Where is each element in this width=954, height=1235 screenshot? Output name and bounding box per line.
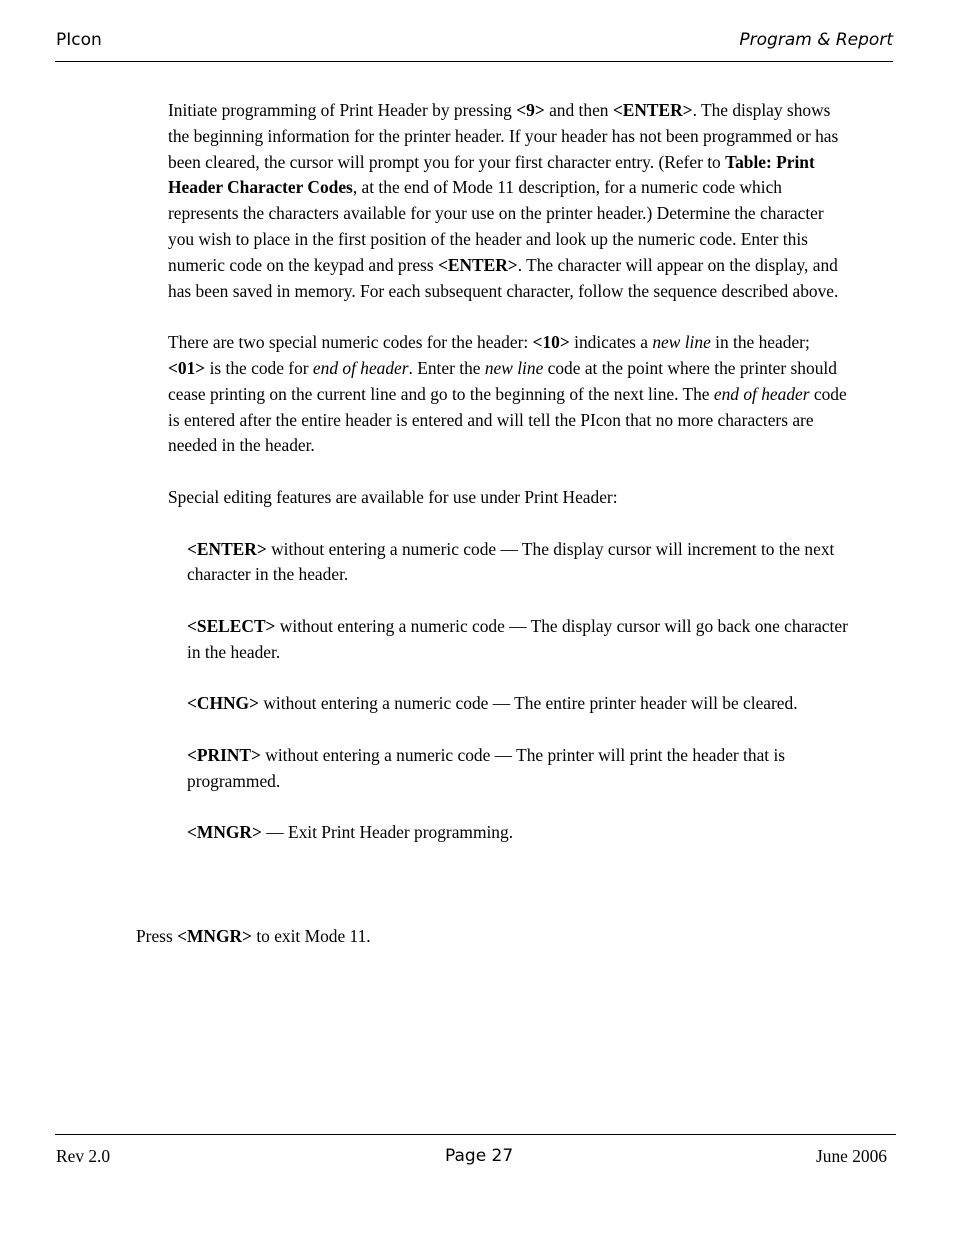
publication-date: June 2006 <box>815 1146 887 1166</box>
feature-description: without entering a numeric code — The display cursor will increment to the next character in the header. <box>187 538 835 585</box>
text-run: code is entered after the entire header is entered and will tell the PIcon that no more characters are needed in the header. <box>168 383 847 456</box>
header-title: PIcon <box>56 30 102 50</box>
table-reference: Table: Print Header Character Codes <box>168 151 815 198</box>
text-run: . The display shows the beginning information for the printer header. If your header has not been programmed or has been cleared, the cursor will prompt you for your first character entry. (Refer to <box>168 100 839 172</box>
page-footer <box>55 1146 887 1172</box>
feature-enter <box>187 537 848 589</box>
text-run: indicates a <box>569 332 653 353</box>
term-end-of-header: end of header <box>312 357 409 378</box>
paragraph-editing-intro: Special editing features are available for use under Print Header: <box>168 486 618 507</box>
feature-description: without entering a numeric code — The printer will print the header that is programmed. <box>187 744 786 791</box>
text-run: and then <box>544 100 613 120</box>
key-enter: <ENTER> <box>437 254 518 275</box>
footer-divider <box>55 1134 896 1135</box>
text-run: to exit Mode 11. <box>251 926 371 946</box>
key-mngr: <MNGR> <box>187 822 262 843</box>
paragraph-special-codes <box>168 330 848 459</box>
code-10: <10> <box>532 332 570 353</box>
key-chng: <CHNG> <box>187 693 259 714</box>
feature-chng <box>187 691 848 717</box>
revision-label: Rev 2.0 <box>56 1146 111 1166</box>
text-run: There are two special numeric codes for the header: <box>168 332 533 353</box>
key-print: <PRINT> <box>187 744 261 765</box>
page-header <box>55 28 893 62</box>
term-new-line: new line <box>652 332 711 353</box>
text-run: code at the point where the printer should cease printing on the current line and go to the beginning of the next line. The <box>168 357 837 404</box>
key-select: <SELECT> <box>187 615 276 636</box>
feature-select <box>187 614 848 666</box>
paragraph-initiate <box>168 98 848 304</box>
text-run: Initiate programming of Print Header by pressing <box>168 100 517 120</box>
key-enter: <ENTER> <box>187 538 267 559</box>
key-enter: <ENTER> <box>612 100 693 120</box>
term-end-of-header: end of header <box>713 383 810 404</box>
feature-description: without entering a numeric code — The display cursor will go back one character in the header. <box>187 615 848 662</box>
text-run: . The character will appear on the display, and has been saved in memory. For each subsequent character, follow the sequence described above. <box>168 254 839 301</box>
key-mngr: <MNGR> <box>177 926 252 946</box>
header-section: Program & Report <box>739 30 893 50</box>
key-9: <9> <box>516 100 545 120</box>
text-run: in the header; <box>710 332 810 353</box>
body-content <box>168 98 848 872</box>
code-01: <01> <box>168 357 206 378</box>
text-run: . Enter the <box>408 357 485 378</box>
feature-description: without entering a numeric code — The entire printer header will be cleared. <box>259 693 798 714</box>
text-run: Press <box>136 926 178 946</box>
text-run: is the code for <box>205 357 313 378</box>
feature-print <box>187 743 848 795</box>
exit-instruction <box>136 924 371 950</box>
feature-mngr <box>187 820 848 846</box>
term-new-line: new line <box>484 357 544 378</box>
page-number: Page 27 <box>445 1146 514 1166</box>
feature-description: — Exit Print Header programming. <box>261 822 514 843</box>
text-run: , at the end of Mode 11 description, for a numeric code which represents the characters available for your use on the printer header.) Determine the character you wish to place in the first position of the header and look up the numeric code. Enter this numeric code on the keypad and press <box>168 177 824 275</box>
